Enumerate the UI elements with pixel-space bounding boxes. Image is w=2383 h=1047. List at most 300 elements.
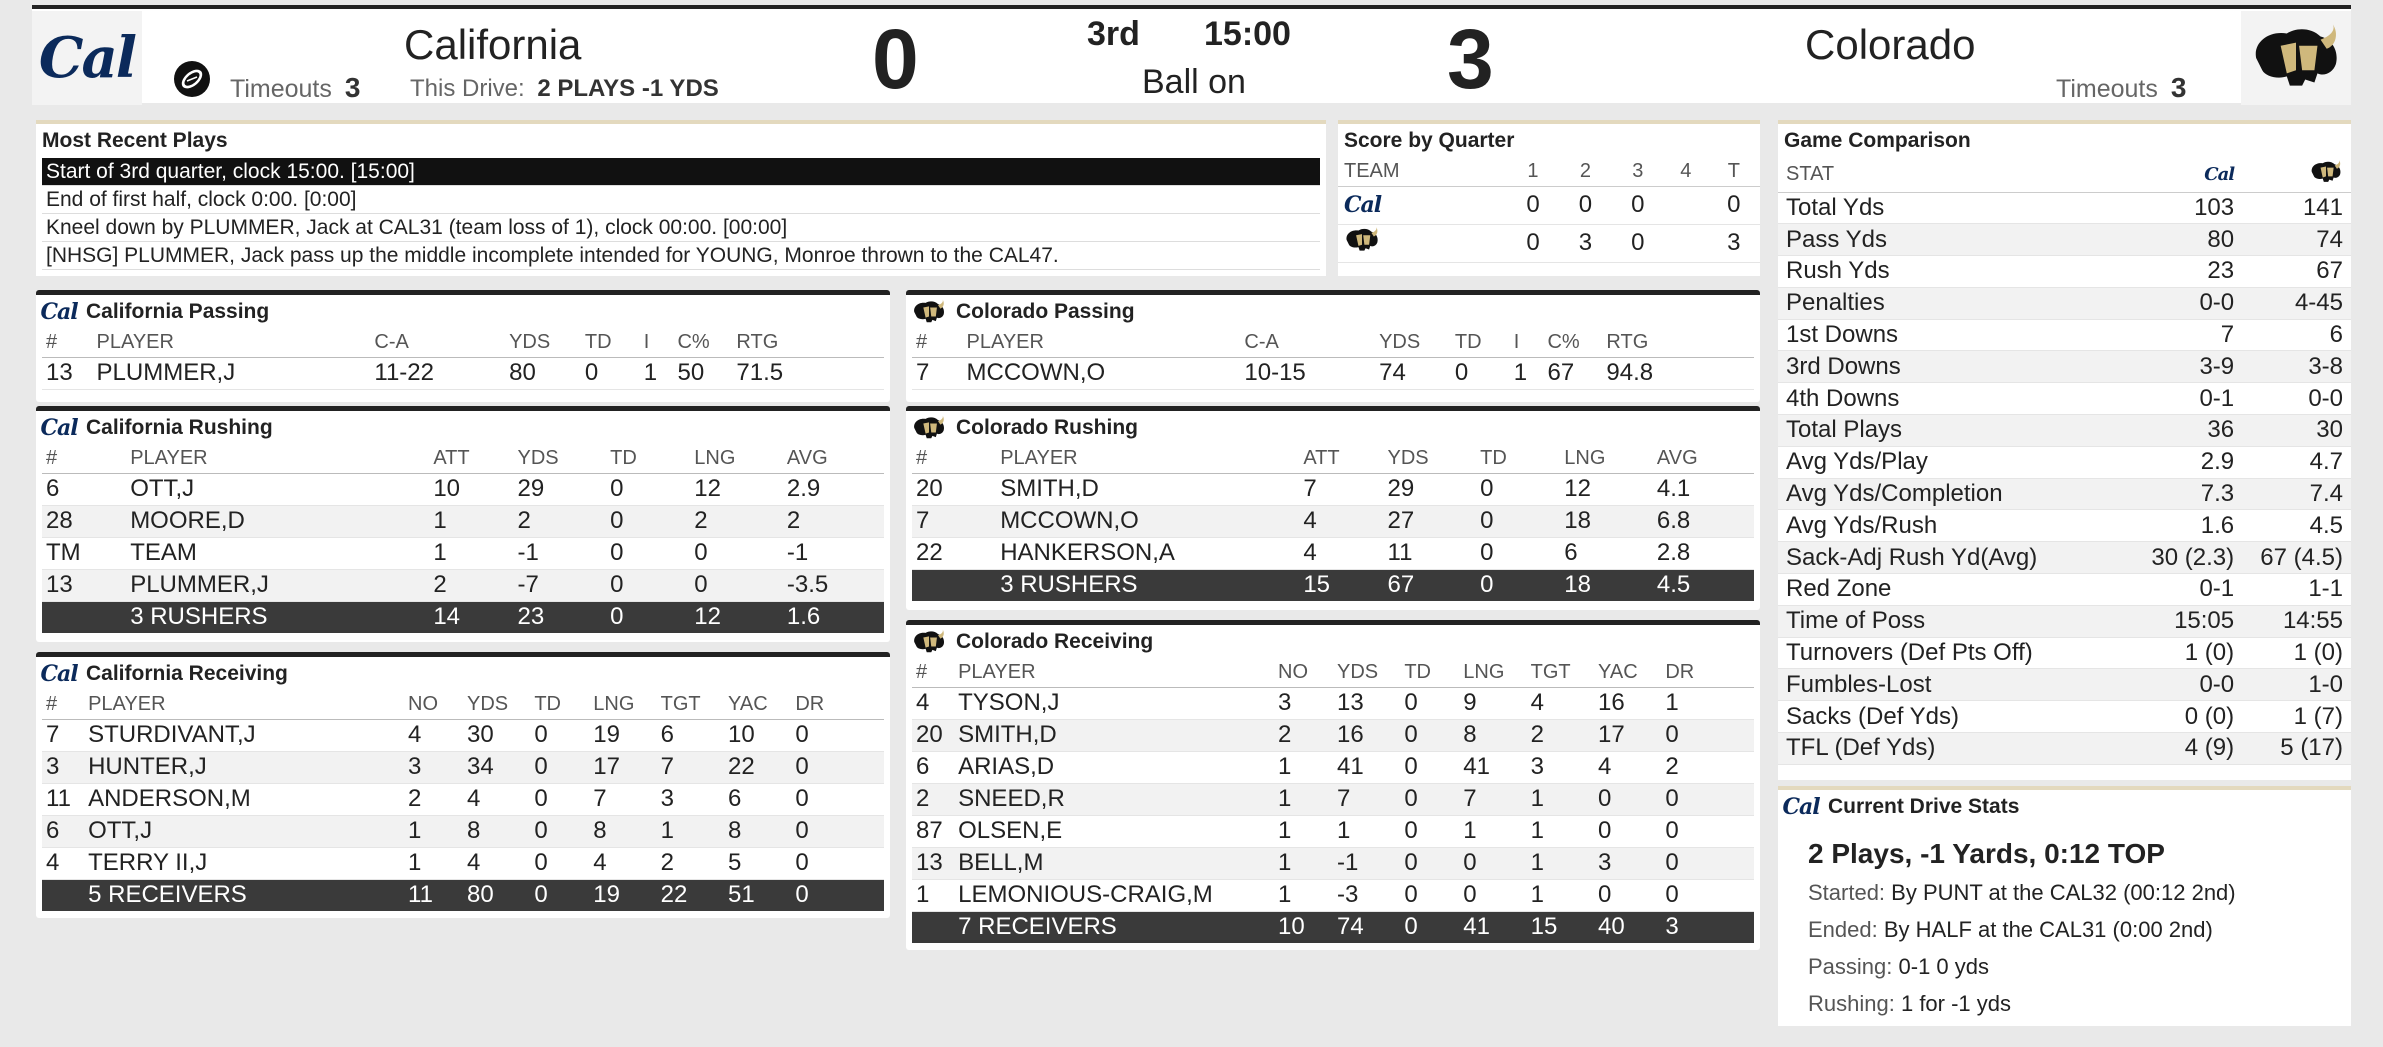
total-cell: 15 — [1527, 911, 1594, 943]
stat-cell: 28 — [42, 505, 126, 537]
total-cell — [912, 569, 996, 601]
table-row[interactable] — [912, 879, 1754, 911]
comparison-col-value: 4.5 — [2242, 510, 2351, 542]
comparison-stat-label: Penalties — [1778, 287, 2133, 319]
stat-cell: 6 — [42, 473, 126, 505]
comparison-cal-value: 1 (0) — [2133, 637, 2242, 669]
stat-cell: -1 — [514, 537, 607, 569]
total-cell: 23 — [514, 601, 607, 633]
table-row[interactable] — [912, 505, 1754, 537]
sbq-cell — [1664, 224, 1708, 262]
stat-cell: 0 — [1400, 879, 1459, 911]
stat-cell: 8 — [1459, 719, 1526, 751]
table-row[interactable] — [42, 473, 884, 505]
cal-logo: Cal — [1782, 794, 1820, 820]
stat-cell: 5 — [724, 847, 791, 879]
stat-cell: 3 — [1527, 751, 1594, 783]
total-row — [912, 569, 1754, 601]
comparison-row — [1778, 224, 2351, 256]
column-header: PLAYER — [954, 659, 1274, 687]
stat-cell: 0 — [1400, 783, 1459, 815]
stat-cell: 1 — [1333, 815, 1400, 847]
stat-cell: 7 — [912, 357, 963, 389]
comparison-cal-value: 0-1 — [2133, 574, 2242, 606]
stat-cell: 13 — [42, 357, 93, 389]
stat-cell: 1 — [1274, 815, 1333, 847]
player-name: HUNTER,J — [84, 751, 404, 783]
total-cell — [42, 879, 84, 911]
stat-cell: 30 — [463, 719, 530, 751]
comparison-row — [1778, 733, 2351, 765]
stat-cell: 50 — [673, 357, 732, 389]
comparison-col-value: 3-8 — [2242, 351, 2351, 383]
home-score: 0 — [872, 12, 919, 106]
comparison-stat-label: Red Zone — [1778, 574, 2133, 606]
total-cell: 7 RECEIVERS — [954, 911, 1274, 943]
column-header: YDS — [1375, 329, 1451, 357]
stat-cell: 10 — [724, 719, 791, 751]
stat-cell: 0 — [791, 815, 884, 847]
column-header: TGT — [1527, 659, 1594, 687]
table-row[interactable] — [912, 815, 1754, 847]
column-header: PLAYER — [996, 445, 1299, 473]
stat-cell: 0 — [1459, 847, 1526, 879]
comparison-row — [1778, 605, 2351, 637]
stat-cell: 67 — [1543, 357, 1602, 389]
colorado-buffalo-logo — [912, 415, 946, 441]
drive-rushing: Rushing: 1 for -1 yds — [1808, 991, 2012, 1016]
sbq-cell: 0 — [1708, 186, 1760, 224]
stat-cell: 8 — [463, 815, 530, 847]
player-name: TYSON,J — [954, 687, 1274, 719]
player-name: MOORE,D — [126, 505, 429, 537]
stat-cell: 2 — [1661, 751, 1754, 783]
away-score: 3 — [1447, 12, 1494, 106]
total-cell: 14 — [429, 601, 513, 633]
comparison-stat-label: Avg Yds/Play — [1778, 446, 2133, 478]
cal-logo: Cal — [32, 11, 142, 105]
stat-cell: 2 — [690, 505, 783, 537]
column-header: TGT — [657, 691, 724, 719]
stat-cell: 22 — [912, 537, 996, 569]
table-row[interactable] — [42, 719, 884, 751]
current-drive-title: Current Drive Stats — [1828, 795, 2020, 818]
column-header: TD — [1476, 445, 1560, 473]
total-cell: 0 — [791, 879, 884, 911]
recent-plays-panel — [36, 120, 1326, 276]
comparison-stat-label: 3rd Downs — [1778, 351, 2133, 383]
stat-cell: 19 — [589, 719, 656, 751]
stats-table — [42, 445, 884, 633]
total-cell — [42, 601, 126, 633]
comparison-col-value: 4-45 — [2242, 287, 2351, 319]
stat-cell: 0 — [791, 719, 884, 751]
stat-cell: 1 — [1459, 815, 1526, 847]
comparison-cal-value: 7.3 — [2133, 478, 2242, 510]
game-period: 3rd — [1087, 15, 1140, 53]
stat-cell: 94.8 — [1602, 357, 1754, 389]
stat-cell: 17 — [589, 751, 656, 783]
player-name: MCCOWN,O — [963, 357, 1241, 389]
stat-cell: 7 — [1459, 783, 1526, 815]
player-name: OTT,J — [126, 473, 429, 505]
stat-cell: 29 — [514, 473, 607, 505]
stat-cell: 0 — [1476, 473, 1560, 505]
comparison-stat-label: Time of Poss — [1778, 605, 2133, 637]
stat-cell: 6 — [912, 751, 954, 783]
comparison-col-value: 141 — [2242, 192, 2351, 224]
column-header: TD — [581, 329, 640, 357]
comparison-col-value: 0-0 — [2242, 383, 2351, 415]
sbq-cell: 3 — [1708, 224, 1760, 262]
total-row — [912, 911, 1754, 943]
player-name: HANKERSON,A — [996, 537, 1299, 569]
sbq-header: 1 — [1507, 158, 1559, 186]
stat-cell: 8 — [724, 815, 791, 847]
stat-cell: 2 — [657, 847, 724, 879]
stat-cell: 27 — [1384, 505, 1477, 537]
play-item[interactable]: [NHSG] PLUMMER, Jack pass up the middle incomplete intended for YOUNG, Monroe thrown to the CAL47. — [42, 242, 1320, 270]
stat-cell: 11-22 — [370, 357, 505, 389]
player-name: MCCOWN,O — [996, 505, 1299, 537]
column-header: AVG — [1653, 445, 1754, 473]
comparison-row — [1778, 574, 2351, 606]
table-row[interactable] — [42, 357, 884, 389]
column-header: ATT — [429, 445, 513, 473]
away-team-name: Colorado — [1805, 21, 1976, 68]
stat-cell: 4 — [912, 687, 954, 719]
table-row[interactable] — [42, 569, 884, 601]
cal-logo: Cal — [40, 299, 78, 325]
stat-cell: 0 — [606, 505, 690, 537]
stat-cell: 34 — [463, 751, 530, 783]
total-cell: 12 — [690, 601, 783, 633]
player-name: SMITH,D — [996, 473, 1299, 505]
total-cell: 80 — [463, 879, 530, 911]
stat-cell: 0 — [530, 815, 589, 847]
total-cell: 3 — [1661, 911, 1754, 943]
sbq-cell: 0 — [1507, 224, 1559, 262]
stat-cell: 0 — [530, 783, 589, 815]
table-row[interactable] — [42, 847, 884, 879]
stat-cell: -3 — [1333, 879, 1400, 911]
total-cell: 41 — [1459, 911, 1526, 943]
recent-plays-title: Most Recent Plays — [42, 129, 228, 152]
total-cell: 0 — [606, 601, 690, 633]
stat-cell: 2 — [404, 783, 463, 815]
total-cell: 11 — [404, 879, 463, 911]
table-row[interactable] — [912, 687, 1754, 719]
total-cell: 22 — [657, 879, 724, 911]
stat-cell: 71.5 — [732, 357, 884, 389]
stats-table — [912, 329, 1754, 390]
stats-table — [42, 329, 884, 390]
stat-cell: 0 — [1661, 719, 1754, 751]
play-item[interactable]: Kneel down by PLUMMER, Jack at CAL31 (team loss of 1), clock 00:00. [00:00] — [42, 214, 1320, 242]
stat-cell: 0 — [1451, 357, 1510, 389]
stat-cell: 2 — [1274, 719, 1333, 751]
score-by-quarter-title: Score by Quarter — [1344, 129, 1515, 152]
section-title: Colorado Rushing — [956, 416, 1138, 439]
cal-logo: Cal — [1338, 186, 1507, 224]
sbq-cell — [1664, 186, 1708, 224]
player-name: LEMONIOUS-CRAIG,M — [954, 879, 1274, 911]
stat-cell: 16 — [1333, 719, 1400, 751]
play-item[interactable]: Start of 3rd quarter, clock 15:00. [15:00] — [42, 158, 1320, 186]
california-receiving-panel — [36, 652, 890, 918]
column-header: PLAYER — [84, 691, 404, 719]
game-clock: 15:00 — [1204, 15, 1291, 53]
total-cell: 1.6 — [783, 601, 884, 633]
player-name: BELL,M — [954, 847, 1274, 879]
table-row[interactable] — [42, 537, 884, 569]
home-team-name: California — [404, 21, 582, 68]
stat-cell: 16 — [1594, 687, 1661, 719]
stat-cell: 7 — [912, 505, 996, 537]
this-drive: This Drive: 2 PLAYS -1 YDS — [410, 75, 719, 102]
comparison-col-value: 5 (17) — [2242, 733, 2351, 765]
total-cell: 18 — [1560, 569, 1653, 601]
stat-cell: -1 — [783, 537, 884, 569]
stat-cell: 4 — [1527, 687, 1594, 719]
stat-cell: 7 — [42, 719, 84, 751]
column-header: YDS — [505, 329, 581, 357]
colorado-buffalo-logo — [2241, 11, 2351, 105]
comparison-stat-label: Total Yds — [1778, 192, 2133, 224]
comparison-stat-label: Rush Yds — [1778, 256, 2133, 288]
stat-cell: 0 — [581, 357, 640, 389]
column-header: YAC — [1594, 659, 1661, 687]
stat-cell: 4 — [589, 847, 656, 879]
column-header: YDS — [1384, 445, 1477, 473]
column-header: PLAYER — [963, 329, 1241, 357]
player-name: TEAM — [126, 537, 429, 569]
column-header: YDS — [1333, 659, 1400, 687]
comparison-col-value: 4.7 — [2242, 446, 2351, 478]
stat-cell: 0 — [690, 569, 783, 601]
player-name: OLSEN,E — [954, 815, 1274, 847]
stats-table — [912, 445, 1754, 601]
stat-cell: 6.8 — [1653, 505, 1754, 537]
stat-cell: 0 — [1661, 815, 1754, 847]
stat-cell: 1 — [1274, 751, 1333, 783]
stat-cell: 0 — [1400, 751, 1459, 783]
comparison-cal-value: 7 — [2133, 319, 2242, 351]
section-title: Colorado Receiving — [956, 630, 1154, 653]
comparison-row — [1778, 637, 2351, 669]
table-row[interactable] — [42, 505, 884, 537]
comparison-stat-label: 1st Downs — [1778, 319, 2133, 351]
california-passing-panel — [36, 290, 890, 402]
stat-cell: 10 — [429, 473, 513, 505]
stat-cell: 3 — [657, 783, 724, 815]
football-icon — [172, 59, 212, 99]
stat-cell: 7 — [589, 783, 656, 815]
table-row[interactable] — [912, 783, 1754, 815]
stat-cell: 12 — [1560, 473, 1653, 505]
stat-cell: 1 — [1274, 847, 1333, 879]
comparison-col-value: 74 — [2242, 224, 2351, 256]
stat-cell: 0 — [1400, 687, 1459, 719]
california-rushing-panel — [36, 406, 890, 642]
stat-cell: 0 — [1661, 879, 1754, 911]
comparison-row — [1778, 478, 2351, 510]
table-row[interactable] — [42, 815, 884, 847]
stat-cell: 11 — [42, 783, 84, 815]
comparison-stat-label: Avg Yds/Rush — [1778, 510, 2133, 542]
column-header: # — [912, 445, 996, 473]
column-header: # — [42, 329, 93, 357]
score-by-quarter-panel — [1338, 120, 1760, 276]
column-header: C-A — [1240, 329, 1375, 357]
sbq-header: TEAM — [1338, 158, 1507, 186]
stat-cell: 12 — [690, 473, 783, 505]
comparison-row — [1778, 415, 2351, 447]
column-header: TD — [606, 445, 690, 473]
stat-cell: 0 — [791, 847, 884, 879]
comparison-cal-value: 1.6 — [2133, 510, 2242, 542]
comparison-cal-value: 4 (9) — [2133, 733, 2242, 765]
stat-cell: 20 — [912, 719, 954, 751]
total-cell: 0 — [530, 879, 589, 911]
stat-cell: 1 — [1661, 687, 1754, 719]
stat-cell: 4 — [1299, 537, 1383, 569]
game-comparison-title: Game Comparison — [1784, 129, 1971, 152]
stat-cell: 0 — [1459, 879, 1526, 911]
stat-cell: -1 — [1333, 847, 1400, 879]
stat-cell: 1 — [1274, 879, 1333, 911]
player-name: SNEED,R — [954, 783, 1274, 815]
table-row[interactable] — [912, 751, 1754, 783]
table-row[interactable] — [912, 537, 1754, 569]
comparison-row — [1778, 446, 2351, 478]
stats-table — [42, 691, 884, 911]
stat-cell: 4 — [1594, 751, 1661, 783]
stat-cell: 74 — [1375, 357, 1451, 389]
total-cell: 4.5 — [1653, 569, 1754, 601]
comparison-stat-label: Sack-Adj Rush Yd(Avg) — [1778, 542, 2133, 574]
table-row[interactable] — [42, 783, 884, 815]
sbq-row-away — [1338, 224, 1760, 262]
player-name: PLUMMER,J — [93, 357, 371, 389]
play-item[interactable]: End of first half, clock 0:00. [0:00] — [42, 186, 1320, 214]
stat-cell: 6 — [1560, 537, 1653, 569]
comparison-cal-value: 0 (0) — [2133, 701, 2242, 733]
stat-cell: 2 — [429, 569, 513, 601]
column-header: I — [640, 329, 674, 357]
sbq-header: 4 — [1664, 158, 1708, 186]
stat-cell: 0 — [791, 783, 884, 815]
comparison-col-value: 1-1 — [2242, 574, 2351, 606]
player-name: PLUMMER,J — [126, 569, 429, 601]
stat-cell: 1 — [1274, 783, 1333, 815]
stat-cell: 4 — [404, 719, 463, 751]
comparison-stat-label: Pass Yds — [1778, 224, 2133, 256]
stat-cell: 22 — [724, 751, 791, 783]
comparison-row — [1778, 287, 2351, 319]
comparison-stat-label: 4th Downs — [1778, 383, 2133, 415]
stat-cell: 0 — [1661, 783, 1754, 815]
drive-started: Started: By PUNT at the CAL32 (00:12 2nd) — [1808, 880, 2236, 905]
colorado-buffalo-logo — [2242, 158, 2351, 192]
stat-cell: 0 — [606, 473, 690, 505]
comparison-col-value: 67 (4.5) — [2242, 542, 2351, 574]
stat-cell: 7 — [657, 751, 724, 783]
stat-cell: 1 — [404, 847, 463, 879]
total-cell: 74 — [1333, 911, 1400, 943]
stat-cell: 4.1 — [1653, 473, 1754, 505]
stat-cell: 2.8 — [1653, 537, 1754, 569]
stat-cell: -3.5 — [783, 569, 884, 601]
table-row[interactable] — [42, 751, 884, 783]
column-header: LNG — [1459, 659, 1526, 687]
total-cell: 5 RECEIVERS — [84, 879, 404, 911]
stat-cell: 4 — [42, 847, 84, 879]
column-header: # — [42, 445, 126, 473]
comparison-row — [1778, 192, 2351, 224]
stat-cell: 1 — [657, 815, 724, 847]
stat-cell: 2 — [514, 505, 607, 537]
stat-cell: 3 — [1594, 847, 1661, 879]
comparison-stat-label: Turnovers (Def Pts Off) — [1778, 637, 2133, 669]
section-title: California Receiving — [86, 662, 288, 685]
sbq-cell: 0 — [1612, 186, 1664, 224]
game-comparison-panel — [1778, 120, 2351, 780]
column-header: PLAYER — [93, 329, 371, 357]
sbq-cell: 0 — [1559, 186, 1611, 224]
stat-cell: 0 — [530, 751, 589, 783]
player-name: TERRY II,J — [84, 847, 404, 879]
total-cell: 10 — [1274, 911, 1333, 943]
stat-cell: 0 — [606, 569, 690, 601]
player-name: OTT,J — [84, 815, 404, 847]
stat-cell: 13 — [42, 569, 126, 601]
comparison-col-value: 7.4 — [2242, 478, 2351, 510]
stat-cell: 29 — [1384, 473, 1477, 505]
column-header: YDS — [514, 445, 607, 473]
player-name: STURDIVANT,J — [84, 719, 404, 751]
comparison-cal-value: 36 — [2133, 415, 2242, 447]
column-header: TD — [1400, 659, 1459, 687]
comparison-cal-value: 2.9 — [2133, 446, 2242, 478]
stat-cell: 7 — [1299, 473, 1383, 505]
sbq-header: 2 — [1559, 158, 1611, 186]
drive-headline: 2 Plays, -1 Yards, 0:12 TOP — [1808, 838, 2165, 869]
comparison-cal-value: 30 (2.3) — [2133, 542, 2242, 574]
stat-cell: 1 — [1527, 815, 1594, 847]
sbq-header: T — [1708, 158, 1760, 186]
table-row[interactable] — [912, 473, 1754, 505]
stat-cell: -7 — [514, 569, 607, 601]
comparison-row — [1778, 669, 2351, 701]
table-row[interactable] — [912, 719, 1754, 751]
stat-cell: 87 — [912, 815, 954, 847]
total-cell: 15 — [1299, 569, 1383, 601]
column-header: DR — [791, 691, 884, 719]
total-cell: 3 RUSHERS — [996, 569, 1299, 601]
stat-cell: 8 — [589, 815, 656, 847]
table-row[interactable] — [912, 357, 1754, 389]
stat-cell: 20 — [912, 473, 996, 505]
drive-ended: Ended: By HALF at the CAL31 (0:00 2nd) — [1808, 917, 2213, 942]
table-row[interactable] — [912, 847, 1754, 879]
stat-cell: 1 — [1510, 357, 1544, 389]
comparison-col-value: 1 (7) — [2242, 701, 2351, 733]
stat-cell: 80 — [505, 357, 581, 389]
stat-cell: 13 — [1333, 687, 1400, 719]
stat-cell: 0 — [1400, 815, 1459, 847]
comparison-row — [1778, 319, 2351, 351]
